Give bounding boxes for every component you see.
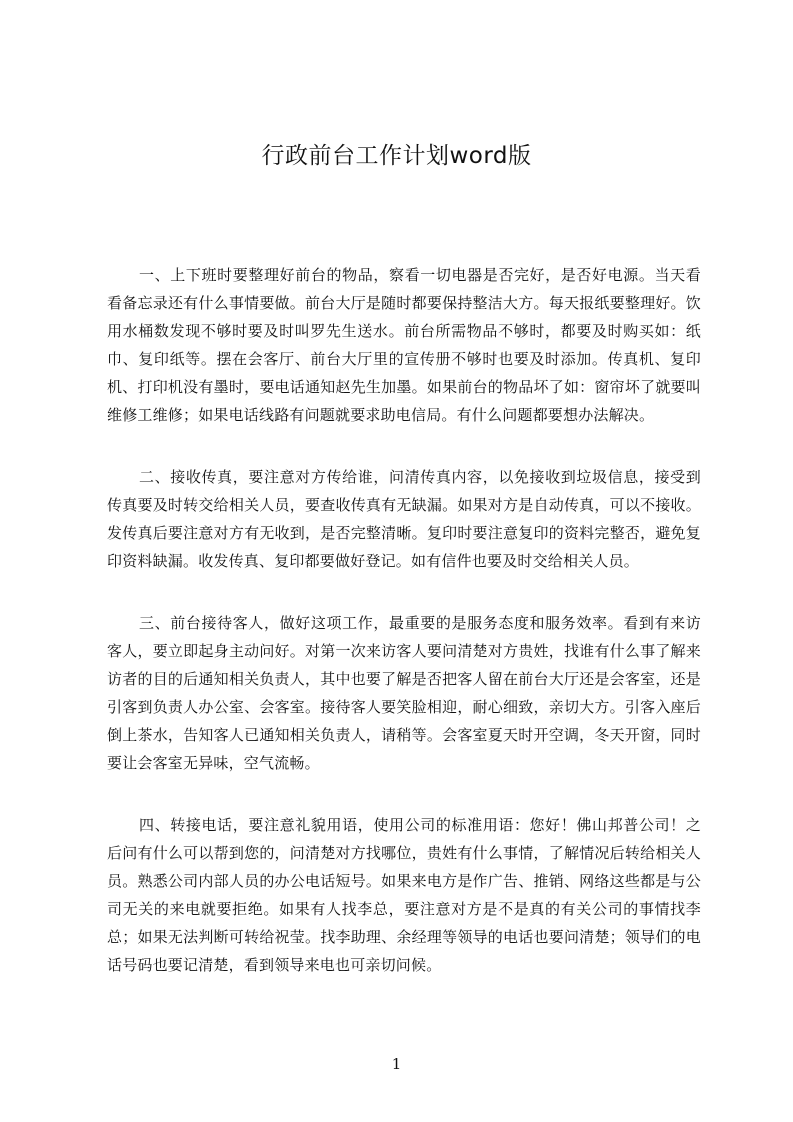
document-body <box>107 261 701 1013</box>
paragraph-1: 一、上下班时要整理好前台的物品，察看一切电器是否完好，是否好电源。当天看看备忘录还有什么事情要做。前台大厅是随时都要保持整洁大方。每天报纸要整理好。饮用水桶数发现不够时要及时叫罗先生送水。前台所需物品不够时，都要及时购买如：纸巾、复印纸等。摆在会客厅、前台大厅里的宣传册不够时也要及时添加。传真机、复印机、打印机没有墨时，要电话通知赵先生加墨。如果前台的物品坏了如：窗帘坏了就要叫维修工维修；如果电话线路有问题就要求助电信局。有什么问题都要想办法解决。 <box>107 266 701 424</box>
page-number: 1 <box>391 1055 402 1073</box>
paragraph-4: 四、转接电话，要注意礼貌用语，使用公司的标准用语：您好！佛山邦普公司！之后问有什么可以帮到您的，问清楚对方找哪位，贵姓有什么事情，了解情况后转给相关人员。熟悉公司内部人员的办公电话短号。如果来电方是作广告、推销、网络这些都是与公司无关的来电就要拒绝。如果有人找李总，要注意对方是不是真的有关公司的事情找李总；如果无法判断可转给祝莹。找李助理、余经理等领导的电话也要问清楚；领导们的电话号码也要记清楚，看到领导来电也可亲切问候。 <box>107 816 701 974</box>
paragraph-3: 三、前台接待客人，做好这项工作，最重要的是服务态度和服务效率。看到有来访客人，要立即起身主动问好。对第一次来访客人要问清楚对方贵姓，找谁有什么事了解来访者的目的后通知相关负责人，其中也要了解是否把客人留在前台大厅还是会客室，还是引客到负责人办公室、会客室。接待客人要笑脸相迎，耐心细致，亲切大方。引客入座后倒上茶水，告知客人已通知相关负责人，请稍等。会客室夏天时开空调，冬天开窗，同时要让会客室无异味，空气流畅。 <box>107 614 701 772</box>
document-title: 行政前台工作计划word版 <box>261 143 532 169</box>
paragraph-2: 二、接收传真，要注意对方传给谁，问清传真内容，以免接收到垃圾信息，接受到传真要及时转交给相关人员，要查收传真有无缺漏。如果对方是自动传真，可以不接收。发传真后要注意对方有无收到，是否完整清晰。复印时要注意复印的资料完整否，避免复印资料缺漏。收发传真、复印都要做好登记。如有信件也要及时交给相关人员。 <box>107 468 701 570</box>
